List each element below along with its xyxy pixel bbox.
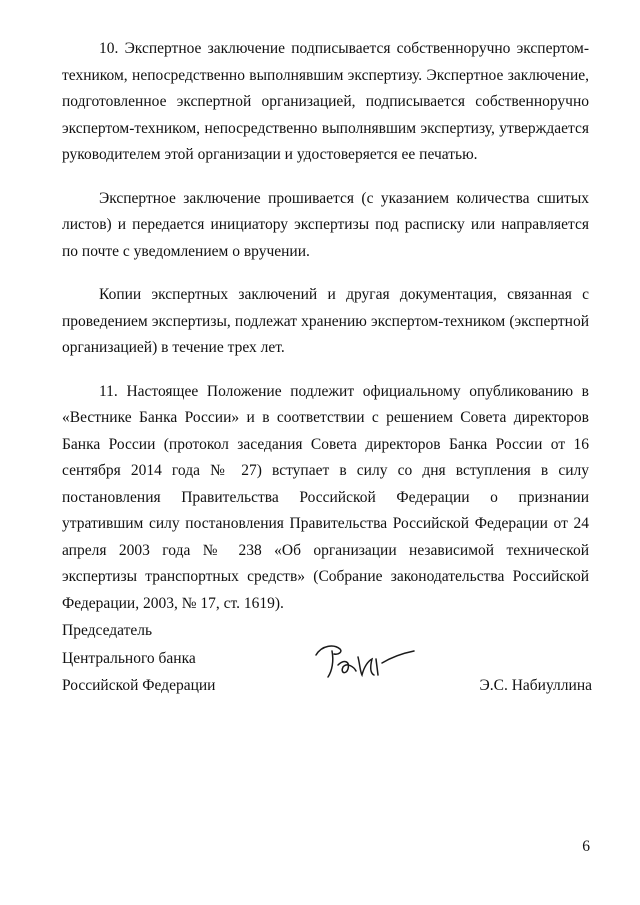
signatory-name: Э.С. Набиуллина (479, 677, 592, 694)
page-number: 6 (582, 838, 590, 855)
document-body (62, 36, 589, 634)
signature-block (62, 615, 592, 695)
signatory-title-line-2: Центрального банка (62, 650, 196, 667)
paragraph-copies: Копии экспертных заключений и другая документация, связанная с проведением экспертизы, подлежат хранению экспертом-техником (экспертной организацией) в течение трех лет. (62, 286, 589, 356)
handwritten-signature (310, 635, 420, 685)
paragraph-11: 11. Настоящее Положение подлежит официальному опубликованию в «Вестнике Банка России» и в соответствии с решением Совета директоров Банка России (протокол заседания Совета директоров Банка России от 16 сентября 2014 года № 27) вступает в силу со дня вступления в силу постановления Правительства Российской Федерации о признании утратившим силу постановления Правительства Российской Федерации от 24 апреля 2003 года № 238 «Об организации независимой технической экспертизы транспортных средств» (Собрание законодательства Российской Федерации, 2003, № 17, ст. 1619). (62, 382, 589, 612)
signatory-title-line-1: Председатель (62, 622, 153, 639)
paragraph-10: 10. Экспертное заключение подписывается собственноручно экспертом-техником, непосредственно выполнявшим экспертизу. Экспертное заключение, подготовленное экспертной организацией, подписывается собственноручно экспертом-техником, непосредственно выполнявшим экспертизу, утверждается руководителем этой организации и удостоверяется ее печатью. (62, 40, 589, 163)
signatory-title-line-3: Российской Федерации (62, 677, 216, 694)
paragraph-binding: Экспертное заключение прошивается (с указанием количества сшитых листов) и передается инициатору экспертизы под расписку или направляется по почте с уведомлением о вручении. (62, 189, 589, 260)
